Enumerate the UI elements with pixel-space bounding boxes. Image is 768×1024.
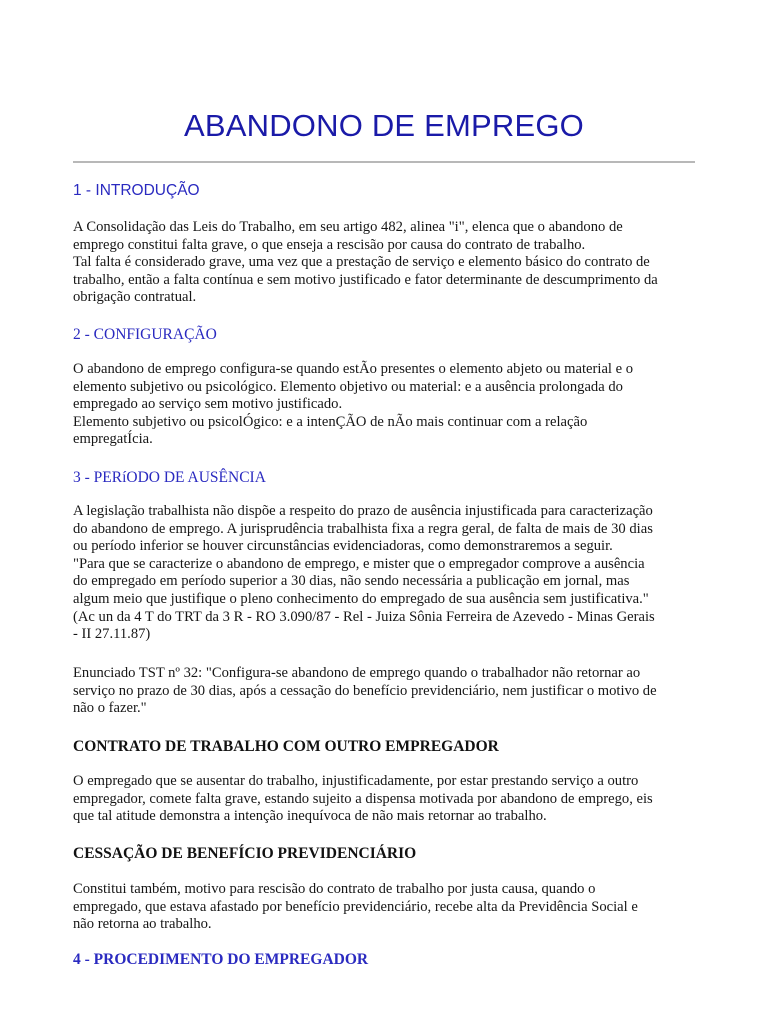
text-line: Tal falta é considerado grave, uma vez que a prestação de serviço e elemento básico do contrato de bbox=[73, 254, 650, 271]
text-line: "Para que se caracterize o abandono de emprego, e mister que o empregador comprove a ausência bbox=[73, 555, 645, 572]
text-line: não retorna ao trabalho. bbox=[73, 916, 212, 933]
heading-periodo-ausencia: 3 - PERíODO DE AUSÊNCIA bbox=[73, 469, 266, 486]
paragraph-cessacao-beneficio bbox=[73, 881, 703, 934]
page-title: ABANDONO DE EMPREGO bbox=[184, 108, 584, 143]
text-line: trabalho, então a falta contínua e sem motivo justificado e fator determinante de descumprimento da bbox=[73, 271, 658, 288]
heading-cessacao-beneficio: CESSAÇÃO DE BENEFÍCIO PREVIDENCIÁRIO bbox=[73, 845, 417, 862]
heading-procedimento-empregador: 4 - PROCEDIMENTO DO EMPREGADOR bbox=[73, 951, 369, 968]
text-line: elemento subjetivo ou psicológico. Elemento objetivo ou material: e a ausência prolongada do bbox=[73, 378, 623, 395]
heading-contrato-outro-empregador: CONTRATO DE TRABALHO COM OUTRO EMPREGADOR bbox=[73, 738, 499, 755]
text-line: A legislação trabalhista não dispõe a respeito do prazo de ausência injustificada para caracterização bbox=[73, 503, 653, 519]
text-line: - II 27.11.87) bbox=[73, 626, 151, 643]
text-line: do abandono de emprego. A jurisprudência trabalhista fixa a regra geral, de falta de mais de 30 dias bbox=[73, 520, 653, 537]
text-line: ou período inferior se houver circunstâncias evidenciadoras, como demonstraremos a seguir. bbox=[73, 538, 613, 555]
heading-introducao: 1 - INTRODUÇÃO bbox=[73, 182, 200, 199]
text-line: O empregado que se ausentar do trabalho, injustificadamente, por estar prestando serviço a outro bbox=[73, 773, 639, 789]
text-line: que tal atitude demonstra a intenção inequívoca de não mais retornar ao trabalho. bbox=[73, 808, 547, 825]
paragraph-contrato-outro-empregador bbox=[73, 773, 703, 826]
text-line: Constitui também, motivo para rescisão do contrato de trabalho por justa causa, quando o bbox=[73, 881, 596, 897]
text-line: algum meio que justifique o pleno conhecimento do empregado de sua ausência sem justificativa." bbox=[73, 590, 649, 607]
text-line: empregatÍcia. bbox=[73, 431, 153, 448]
text-line: obrigação contratual. bbox=[73, 289, 197, 306]
text-line: (Ac un da 4 T do TRT da 3 R - RO 3.090/87 - Rel - Juiza Sônia Ferreira de Azevedo - Minas Gerais bbox=[73, 608, 655, 625]
text-line: serviço no prazo de 30 dias, após a cessação do benefício previdenciário, nem justificar o motivo de bbox=[73, 682, 657, 699]
paragraph-configuracao bbox=[73, 361, 703, 449]
text-line: Enunciado TST nº 32: "Configura-se abandono de emprego quando o trabalhador não retornar ao bbox=[73, 665, 641, 681]
text-line: emprego constitui falta grave, o que enseja a rescisão por causa do contrato de trabalho. bbox=[73, 236, 586, 253]
text-line: O abandono de emprego configura-se quando estÃo presentes o elemento abjeto ou material e o bbox=[73, 361, 634, 377]
text-line: A Consolidação das Leis do Trabalho, em seu artigo 482, alinea "i", elenca que o abandono de bbox=[73, 219, 623, 235]
paragraph-periodo-ausencia bbox=[73, 503, 703, 644]
paragraph-enunciado-tst bbox=[73, 665, 703, 718]
text-line: Elemento subjetivo ou psicolÓgico: e a intenÇÃO de nÃo mais continuar com a relação bbox=[73, 413, 588, 430]
heading-configuracao: 2 - CONFIGURAÇÃO bbox=[73, 326, 217, 343]
text-line: empregado ao serviço sem motivo justificado. bbox=[73, 396, 343, 413]
paragraph-introducao bbox=[73, 219, 703, 307]
text-line: não o fazer." bbox=[73, 700, 147, 717]
text-line: empregado, que estava afastado por benefício previdenciário, recebe alta da Previdência Social e bbox=[73, 898, 638, 915]
text-line: do empregado em período superior a 30 dias, não sendo necessária a publicação em jornal, mas bbox=[73, 573, 630, 590]
text-line: empregador, comete falta grave, estando sujeito a dispensa motivada por abandono de emprego, eis bbox=[73, 790, 653, 807]
title-divider bbox=[73, 161, 695, 163]
